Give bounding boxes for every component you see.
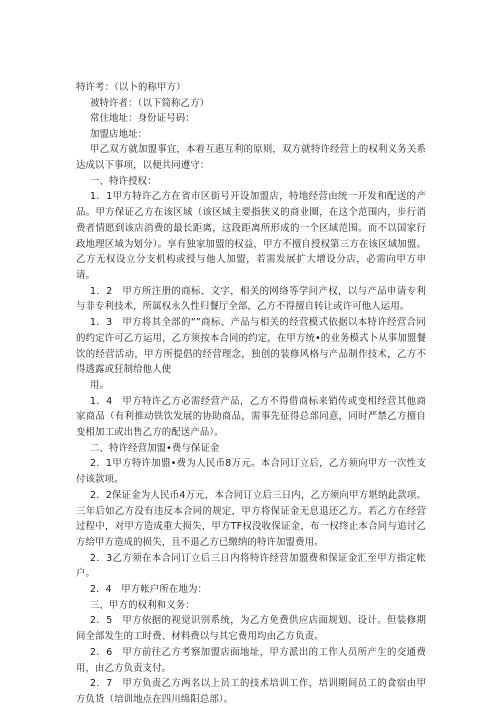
document-body	[76, 80, 426, 708]
clause-1-3: 1．3 甲方将其全部的“”商标、产品与相关的经营模式依据以本特许经营合同的约定许可乙方运用，乙方须按本合同的约定，在甲方统•的业务模式卜从事加盟餐饮的经营活动，甲方所提倡的经营理念，独创的装修风格与产品制作技术，乙方不得透露或狂制给他人使	[76, 317, 426, 376]
franchisor-line: 特许考：（以卜的称甲方）	[76, 82, 186, 93]
clause-2-1: 2．1甲方特许加盟•费为人民币8万元。本合同订立后，乙方须向甲方一次性支付该款项。	[76, 458, 426, 486]
clause-2-5: 2．5 甲方依据的视觉识别系统，为乙方免费供应店面规划、设计。但装修期间全部发生的工时费、材料费以与其它费用均由乙方负责。	[76, 615, 426, 643]
clause-2-4: 2．4 甲方帐户所在地为：	[90, 584, 208, 596]
clause-2-7: 2．7 甲方负责乙方两名以上员工的技术培训工作，培训期间员工的食宿由甲方负货（培训地点在四川绵阳总部）。	[76, 678, 426, 705]
address-id-line: 常住地址：身份证号码：	[90, 113, 195, 125]
section-heading-2: 二、特许经营加盟•费与保证金	[90, 442, 220, 454]
clause-1-1: 1．1甲方特许乙方在省市区街号开设加盟店，特地经营由统一开发和配送的产品。甲方保证乙方在该区域（该区域主要指狭义的商业圈，在这个范围内，步行消费者情愿到该店消费的最长距离，这段距离所形成的一个区域范围。而不以国家行政地理区域为划分）。享有独家加盟的权益，甲方不擅自授权第三方在该区域加盟。乙方无权设立分支机构或授与他人加盟，若需发展扩大增设分店，必需向甲方申请。	[76, 191, 426, 281]
clause-1-4: 1．4 甲方特许乙方必需经营产品，乙方不得借商标来销传或变相经营其他商家商品（有利推动铁饮发展的协助商品，需事先征得总部同意，同时严禁乙方擅自变相加工或出售乙方的配送产品）。	[76, 395, 426, 439]
clause-2-2: 2．2保证金为人民币4万元，本合同订立后三日内，乙方须向甲方堪纳此款项。三年后如乙方没有违反本合同的规定，甲方将保证金无息退还乙方。若乙方在经营过程中，对甲方造成重大损失，甲方TF权没收保证金，布一权终止本合同与追讨乙方给甲方造成的损失，且不退乙方已缴纳的特许加盟费用。	[76, 489, 426, 548]
store-address-line: 加盟店地址：	[90, 128, 148, 140]
preamble-paragraph: 甲乙双方就加盟事宜，本着互惠互利的原则，双方就特许经营上的权利义务关系达成以下事项，以便共同遵守：	[76, 144, 426, 172]
clause-2-6: 2．6 甲方前往乙方考察加盟店面地址，甲方派出的工作人员所产生的交通费用，由乙方负责支付。	[76, 646, 426, 674]
clause-1-3-continued: 用。	[90, 379, 110, 391]
section-heading-1: 一、特许授权：	[90, 175, 157, 187]
clause-2-3: 2．3乙方须在本合同订立后三日内将特许经营加盟费和保证金汇至甲方指定帐户。	[76, 552, 426, 580]
clause-1-2: 1．2 甲方所注册的商标、文字，相关的网络等学问产权，以与产品申请专利与非专利技术，所属权永久性归餐厅全部，乙方不得擅自转让或许可他人运用。	[76, 285, 426, 313]
section-heading-3: 三、甲方的权利和义务：	[90, 599, 195, 611]
franchisee-line: 被特许者：（以下简称乙方）	[90, 97, 210, 109]
